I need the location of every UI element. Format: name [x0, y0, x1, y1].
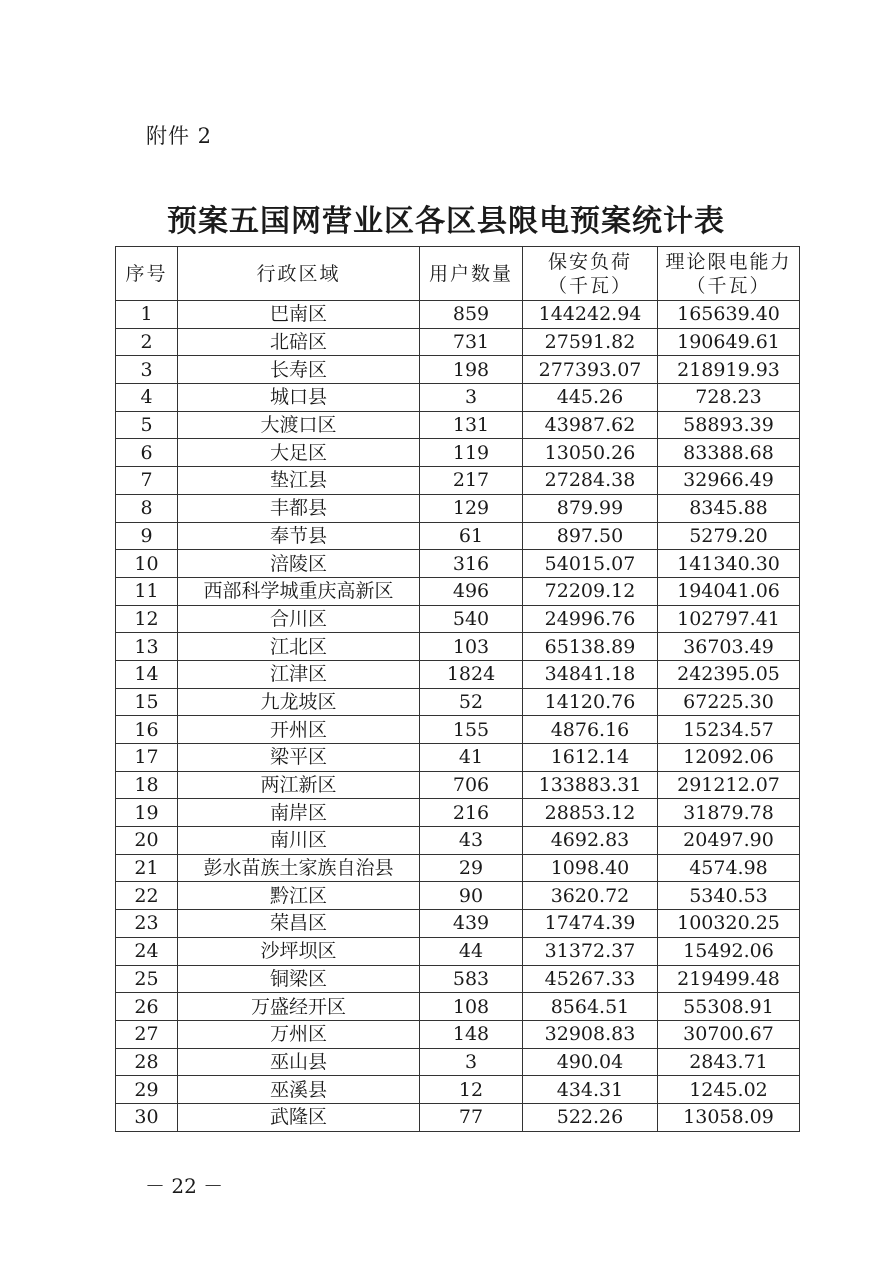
table-row	[116, 744, 800, 772]
cell-index: 25	[116, 965, 178, 993]
table-row	[116, 882, 800, 910]
cell-security-load: 1612.14	[523, 744, 658, 772]
attachment-label: 附件 2	[146, 124, 213, 148]
cell-limit-capacity: 13058.09	[658, 1103, 800, 1131]
cell-users: 43	[420, 827, 523, 855]
cell-security-load: 4692.83	[523, 827, 658, 855]
cell-security-load: 24996.76	[523, 605, 658, 633]
cell-limit-capacity: 5279.20	[658, 522, 800, 550]
cell-users: 52	[420, 688, 523, 716]
table-row	[116, 467, 800, 495]
cell-limit-capacity: 12092.06	[658, 744, 800, 772]
header-limit-capacity-line2: （千瓦）	[686, 274, 771, 297]
header-security-load-line1: 保安负荷	[547, 250, 632, 273]
table-row	[116, 965, 800, 993]
cell-index: 15	[116, 688, 178, 716]
cell-security-load: 490.04	[523, 1048, 658, 1076]
cell-index: 21	[116, 854, 178, 882]
cell-users: 540	[420, 605, 523, 633]
cell-limit-capacity: 83388.68	[658, 439, 800, 467]
cell-security-load: 45267.33	[523, 965, 658, 993]
cell-limit-capacity: 141340.30	[658, 550, 800, 578]
cell-index: 20	[116, 827, 178, 855]
cell-users: 29	[420, 854, 523, 882]
cell-security-load: 1098.40	[523, 854, 658, 882]
cell-region: 奉节县	[178, 522, 420, 550]
cell-users: 731	[420, 328, 523, 356]
cell-index: 29	[116, 1076, 178, 1104]
cell-limit-capacity: 55308.91	[658, 993, 800, 1021]
cell-index: 28	[116, 1048, 178, 1076]
cell-limit-capacity: 165639.40	[658, 301, 800, 329]
cell-limit-capacity: 15492.06	[658, 937, 800, 965]
header-security-load	[523, 247, 658, 301]
table-row	[116, 937, 800, 965]
table-row	[116, 494, 800, 522]
cell-region: 荣昌区	[178, 910, 420, 938]
cell-limit-capacity: 32966.49	[658, 467, 800, 495]
cell-index: 10	[116, 550, 178, 578]
cell-limit-capacity: 102797.41	[658, 605, 800, 633]
cell-index: 4	[116, 384, 178, 412]
cell-security-load: 13050.26	[523, 439, 658, 467]
cell-limit-capacity: 8345.88	[658, 494, 800, 522]
cell-security-load: 32908.83	[523, 1020, 658, 1048]
document-title: 预案五国网营业区各区县限电预案统计表	[167, 204, 725, 239]
cell-security-load: 3620.72	[523, 882, 658, 910]
cell-users: 216	[420, 799, 523, 827]
cell-index: 13	[116, 633, 178, 661]
cell-users: 3	[420, 384, 523, 412]
table-row	[116, 771, 800, 799]
table-row	[116, 1020, 800, 1048]
cell-region: 城口县	[178, 384, 420, 412]
cell-limit-capacity: 100320.25	[658, 910, 800, 938]
cell-index: 16	[116, 716, 178, 744]
cell-users: 316	[420, 550, 523, 578]
cell-security-load: 72209.12	[523, 577, 658, 605]
cell-security-load: 31372.37	[523, 937, 658, 965]
cell-region: 巫山县	[178, 1048, 420, 1076]
header-limit-capacity	[658, 247, 800, 301]
cell-index: 23	[116, 910, 178, 938]
cell-users: 108	[420, 993, 523, 1021]
cell-index: 7	[116, 467, 178, 495]
statistics-table	[115, 246, 800, 1132]
table-row	[116, 1103, 800, 1131]
cell-security-load: 43987.62	[523, 411, 658, 439]
header-index: 序号	[116, 247, 178, 301]
cell-index: 11	[116, 577, 178, 605]
cell-region: 沙坪坝区	[178, 937, 420, 965]
cell-users: 706	[420, 771, 523, 799]
cell-region: 大渡口区	[178, 411, 420, 439]
cell-region: 巴南区	[178, 301, 420, 329]
cell-region: 西部科学城重庆高新区	[178, 577, 420, 605]
cell-index: 12	[116, 605, 178, 633]
cell-limit-capacity: 1245.02	[658, 1076, 800, 1104]
cell-index: 27	[116, 1020, 178, 1048]
cell-region: 彭水苗族土家族自治县	[178, 854, 420, 882]
table-row	[116, 799, 800, 827]
cell-region: 大足区	[178, 439, 420, 467]
table-row	[116, 633, 800, 661]
cell-region: 九龙坡区	[178, 688, 420, 716]
cell-index: 2	[116, 328, 178, 356]
table-row	[116, 605, 800, 633]
cell-region: 南川区	[178, 827, 420, 855]
table-row	[116, 660, 800, 688]
cell-limit-capacity: 36703.49	[658, 633, 800, 661]
cell-security-load: 17474.39	[523, 910, 658, 938]
table-row	[116, 411, 800, 439]
cell-security-load: 4876.16	[523, 716, 658, 744]
cell-security-load: 879.99	[523, 494, 658, 522]
cell-region: 江北区	[178, 633, 420, 661]
cell-users: 3	[420, 1048, 523, 1076]
cell-region: 南岸区	[178, 799, 420, 827]
page-number: － 22 －	[145, 1174, 224, 1198]
cell-security-load: 14120.76	[523, 688, 658, 716]
cell-users: 859	[420, 301, 523, 329]
cell-region: 丰都县	[178, 494, 420, 522]
table-row	[116, 356, 800, 384]
cell-region: 黔江区	[178, 882, 420, 910]
cell-limit-capacity: 242395.05	[658, 660, 800, 688]
header-security-load-line2: （千瓦）	[547, 274, 632, 297]
cell-limit-capacity: 2843.71	[658, 1048, 800, 1076]
table-row	[116, 688, 800, 716]
table-row	[116, 328, 800, 356]
cell-security-load: 54015.07	[523, 550, 658, 578]
cell-region: 江津区	[178, 660, 420, 688]
table-row	[116, 577, 800, 605]
cell-limit-capacity: 67225.30	[658, 688, 800, 716]
cell-region: 铜梁区	[178, 965, 420, 993]
cell-limit-capacity: 728.23	[658, 384, 800, 412]
cell-region: 长寿区	[178, 356, 420, 384]
cell-users: 12	[420, 1076, 523, 1104]
cell-security-load: 434.31	[523, 1076, 658, 1104]
table-row	[116, 439, 800, 467]
table-row	[116, 550, 800, 578]
cell-index: 30	[116, 1103, 178, 1131]
cell-index: 9	[116, 522, 178, 550]
cell-region: 两江新区	[178, 771, 420, 799]
cell-region: 涪陵区	[178, 550, 420, 578]
cell-index: 8	[116, 494, 178, 522]
cell-users: 119	[420, 439, 523, 467]
cell-index: 5	[116, 411, 178, 439]
cell-region: 武隆区	[178, 1103, 420, 1131]
cell-security-load: 277393.07	[523, 356, 658, 384]
cell-limit-capacity: 15234.57	[658, 716, 800, 744]
cell-region: 万盛经开区	[178, 993, 420, 1021]
cell-users: 496	[420, 577, 523, 605]
table-row	[116, 910, 800, 938]
cell-limit-capacity: 30700.67	[658, 1020, 800, 1048]
cell-index: 6	[116, 439, 178, 467]
cell-region: 合川区	[178, 605, 420, 633]
cell-users: 217	[420, 467, 523, 495]
cell-limit-capacity: 194041.06	[658, 577, 800, 605]
cell-limit-capacity: 20497.90	[658, 827, 800, 855]
cell-security-load: 27284.38	[523, 467, 658, 495]
cell-index: 24	[116, 937, 178, 965]
header-region: 行政区域	[178, 247, 420, 301]
cell-users: 131	[420, 411, 523, 439]
cell-region: 万州区	[178, 1020, 420, 1048]
cell-region: 北碚区	[178, 328, 420, 356]
cell-security-load: 144242.94	[523, 301, 658, 329]
cell-index: 22	[116, 882, 178, 910]
table-row	[116, 1076, 800, 1104]
cell-users: 103	[420, 633, 523, 661]
cell-index: 14	[116, 660, 178, 688]
cell-index: 1	[116, 301, 178, 329]
cell-index: 19	[116, 799, 178, 827]
cell-users: 1824	[420, 660, 523, 688]
cell-users: 583	[420, 965, 523, 993]
table-header-row	[116, 247, 800, 301]
cell-users: 44	[420, 937, 523, 965]
cell-region: 梁平区	[178, 744, 420, 772]
cell-index: 17	[116, 744, 178, 772]
table-row	[116, 301, 800, 329]
header-users: 用户数量	[420, 247, 523, 301]
cell-security-load: 445.26	[523, 384, 658, 412]
table-row	[116, 827, 800, 855]
cell-limit-capacity: 31879.78	[658, 799, 800, 827]
header-limit-capacity-line1: 理论限电能力	[665, 250, 792, 273]
cell-index: 3	[116, 356, 178, 384]
cell-users: 61	[420, 522, 523, 550]
cell-index: 18	[116, 771, 178, 799]
table-row	[116, 384, 800, 412]
cell-limit-capacity: 190649.61	[658, 328, 800, 356]
cell-security-load: 65138.89	[523, 633, 658, 661]
cell-users: 77	[420, 1103, 523, 1131]
cell-security-load: 522.26	[523, 1103, 658, 1131]
cell-users: 90	[420, 882, 523, 910]
cell-security-load: 28853.12	[523, 799, 658, 827]
table-row	[116, 1048, 800, 1076]
cell-index: 26	[116, 993, 178, 1021]
table-body	[116, 301, 800, 1132]
table-row	[116, 522, 800, 550]
table-row	[116, 993, 800, 1021]
cell-security-load: 8564.51	[523, 993, 658, 1021]
cell-limit-capacity: 291212.07	[658, 771, 800, 799]
cell-region: 巫溪县	[178, 1076, 420, 1104]
table-row	[116, 716, 800, 744]
cell-users: 129	[420, 494, 523, 522]
cell-security-load: 27591.82	[523, 328, 658, 356]
cell-limit-capacity: 5340.53	[658, 882, 800, 910]
cell-limit-capacity: 58893.39	[658, 411, 800, 439]
cell-users: 439	[420, 910, 523, 938]
cell-limit-capacity: 219499.48	[658, 965, 800, 993]
cell-users: 198	[420, 356, 523, 384]
cell-users: 155	[420, 716, 523, 744]
table-row	[116, 854, 800, 882]
cell-limit-capacity: 4574.98	[658, 854, 800, 882]
cell-region: 开州区	[178, 716, 420, 744]
cell-users: 148	[420, 1020, 523, 1048]
cell-security-load: 34841.18	[523, 660, 658, 688]
cell-security-load: 897.50	[523, 522, 658, 550]
cell-region: 垫江县	[178, 467, 420, 495]
cell-users: 41	[420, 744, 523, 772]
cell-limit-capacity: 218919.93	[658, 356, 800, 384]
cell-security-load: 133883.31	[523, 771, 658, 799]
